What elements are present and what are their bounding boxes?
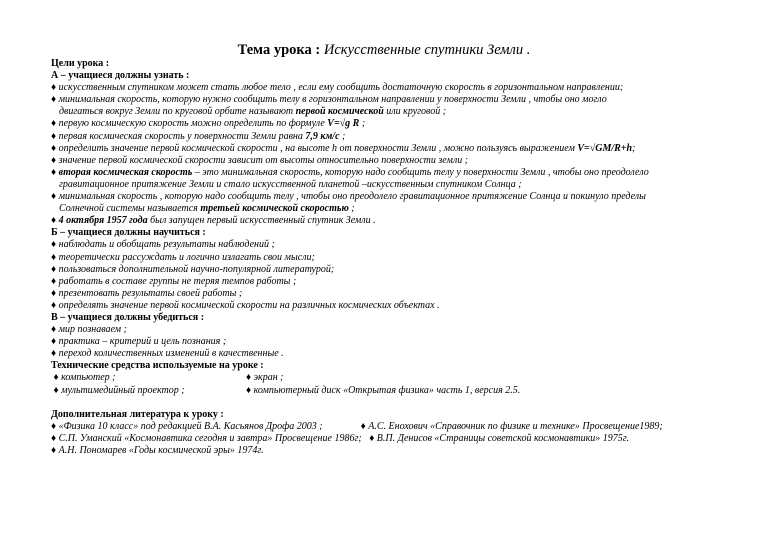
literature-row: ♦ А.Н. Пономарев «Годы космической эры» 1974г.: [51, 445, 264, 456]
list-item: ♦ мир познаваем ;: [51, 324, 127, 336]
list-item: ♦ искусственным спутником может стать любое тело , если ему сообщить достаточную скорость в горизонтальном направлении;: [51, 82, 624, 94]
list-item: ♦ первую космическую скорость можно определить по формуле V=√g R ;: [51, 118, 366, 130]
list-item-continuation: двигаться вокруг Земли по круговой орбите называют первой космической или круговой ;: [59, 106, 447, 118]
list-item-continuation: гравитационное притяжение Земли и стало искусственной планетой –искусственным спутником Солнца ;: [59, 178, 522, 190]
list-item: ♦ значение первой космической скорости зависит от высоты относительно поверхности земли ;: [51, 154, 469, 166]
list-item: ♦ определять значение первой космической скорости на различных космических объектах .: [51, 299, 440, 311]
goals-heading: Цели урока :: [51, 58, 110, 69]
section-a-heading: А – учащиеся должны узнать :: [51, 70, 190, 82]
section-c-heading: В – учащиеся должны убедиться :: [51, 311, 205, 323]
literature-heading: Дополнительная литература к уроку :: [51, 408, 224, 420]
tech-row: ♦ мультимедийный проектор ; ♦ компьютерный диск «Открытая физика» часть 1, версия 2.5.: [53, 384, 521, 396]
list-item: ♦ первая космическая скорость у поверхности Земли равна 7,9 км/с ;: [51, 130, 346, 142]
page-title: Тема урока : Искусственные спутники Земли .: [237, 42, 531, 58]
literature-row: ♦ «Физика 10 класс» под редакцией В.А. Касьянов Дрофа 2003 ; ♦ А.С. Енохович «Справочник по физике и технике» Просвещение1989;: [51, 420, 663, 432]
tech-heading: Технические средства используемые на уроке :: [51, 360, 264, 372]
document-body: [51, 58, 763, 457]
tech-row: ♦ компьютер ; ♦ экран ;: [53, 372, 284, 384]
list-item: ♦ минимальная скорость , которую надо сообщить телу , чтобы оно преодолело гравитационное притяжение Солнца и покинуло пределы: [51, 191, 646, 203]
list-item: ♦ определить значение первой космической скорости , на высоте h от поверхности Земли , можно пользуясь выражением V=√GM/R+h;: [51, 142, 636, 154]
list-item: ♦ вторая космическая скорость – это минимальная скорость, которую надо сообщить телу у поверхности Земли , чтобы оно преодолело: [51, 166, 649, 178]
list-item: ♦ презентовать результаты своей работы ;: [51, 287, 243, 299]
list-item: ♦ пользоваться дополнительной научно-популярной литературой;: [51, 263, 335, 275]
section-b-heading: Б – учащиеся должны научиться :: [51, 227, 206, 239]
list-item-continuation: Солнечной системы называется третьей космической скоростью ;: [59, 203, 355, 215]
list-item: ♦ работать в составе группы не теряя темпов работы ;: [51, 275, 297, 287]
literature-row: ♦ С.П. Уманский «Космонавтика сегодня и завтра» Просвещение 1986г; ♦ В.П. Денисов «Страницы советской космонавтики» 1975г.: [51, 432, 630, 444]
list-item: ♦ переход количественных изменений в качественные .: [51, 348, 284, 360]
list-item: ♦ минимальная скорость, которую нужно сообщить телу в горизонтальном направлении у поверхности Земли , чтобы оно могло: [51, 94, 607, 106]
list-item: ♦ 4 октября 1957 года был запущен первый искусственный спутник Земли .: [51, 215, 376, 227]
list-item: ♦ наблюдать и обобщать результаты наблюдений ;: [51, 239, 275, 251]
list-item: ♦ практика – критерий и цель познания ;: [51, 336, 227, 348]
list-item: ♦ теоретически рассуждать и логично излагать свои мысли;: [51, 251, 315, 263]
